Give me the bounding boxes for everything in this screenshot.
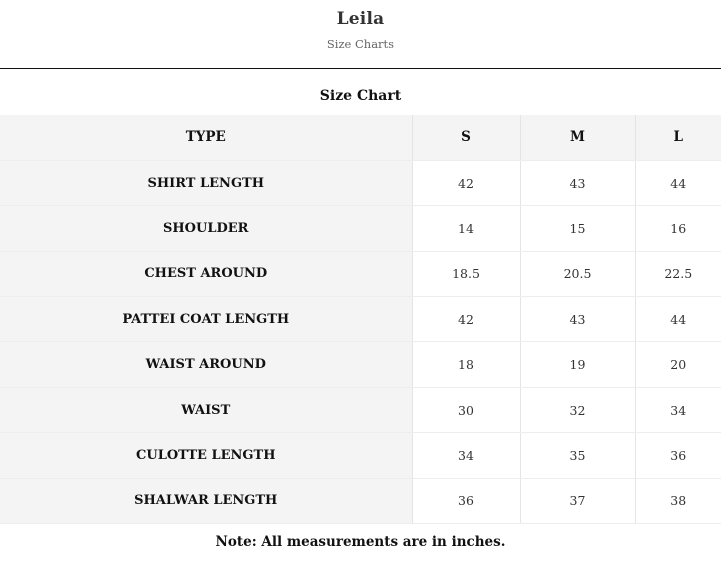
measurement-note: Note: All measurements are in inches. [215, 534, 506, 551]
cell-l: 44 [635, 297, 721, 342]
cell-s: 18 [412, 342, 520, 387]
cell-l: 38 [635, 478, 721, 523]
row-label: SHALWAR LENGTH [0, 478, 412, 523]
cell-s: 14 [412, 206, 520, 251]
cell-l: 16 [635, 206, 721, 251]
product-title: Leila [336, 9, 385, 29]
table-row [0, 160, 721, 205]
cell-m: 43 [520, 160, 635, 205]
cell-m: 20.5 [520, 251, 635, 296]
cell-m: 32 [520, 387, 635, 432]
table-row [0, 206, 721, 251]
row-label: CULOTTE LENGTH [0, 433, 412, 478]
column-header-s: S [412, 115, 520, 160]
column-header-m: M [520, 115, 635, 160]
row-label: WAIST AROUND [0, 342, 412, 387]
table-row [0, 478, 721, 523]
table-row [0, 433, 721, 478]
row-label: CHEST AROUND [0, 251, 412, 296]
cell-m: 35 [520, 433, 635, 478]
table-row [0, 342, 721, 387]
cell-l: 44 [635, 160, 721, 205]
page-header [0, 0, 721, 69]
table-header-row [0, 115, 721, 160]
cell-l: 34 [635, 387, 721, 432]
cell-m: 37 [520, 478, 635, 523]
cell-l: 20 [635, 342, 721, 387]
cell-l: 22.5 [635, 251, 721, 296]
column-header-l: L [635, 115, 721, 160]
cell-m: 19 [520, 342, 635, 387]
cell-s: 18.5 [412, 251, 520, 296]
size-chart-table [0, 115, 721, 524]
row-label: SHIRT LENGTH [0, 160, 412, 205]
size-chart-title: Size Chart [319, 88, 402, 104]
cell-s: 36 [412, 478, 520, 523]
cell-l: 36 [635, 433, 721, 478]
column-header-type: TYPE [0, 115, 412, 160]
cell-m: 43 [520, 297, 635, 342]
cell-s: 34 [412, 433, 520, 478]
table-row [0, 297, 721, 342]
row-label: PATTEI COAT LENGTH [0, 297, 412, 342]
table-row [0, 387, 721, 432]
row-label: SHOULDER [0, 206, 412, 251]
page-subtitle: Size Charts [326, 37, 395, 51]
cell-m: 15 [520, 206, 635, 251]
cell-s: 42 [412, 297, 520, 342]
cell-s: 42 [412, 160, 520, 205]
cell-s: 30 [412, 387, 520, 432]
row-label: WAIST [0, 387, 412, 432]
table-row [0, 251, 721, 296]
